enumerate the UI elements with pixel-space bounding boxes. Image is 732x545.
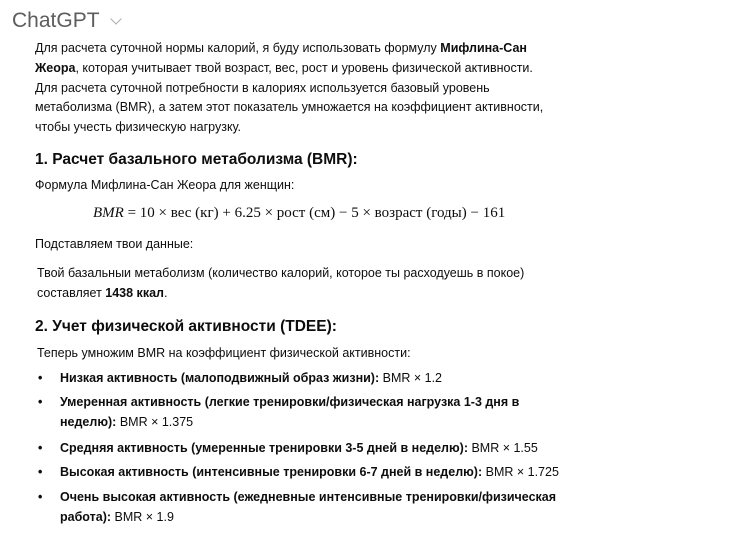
list-item: Средняя активность (умеренные тренировки 3-5 дней в неделю): BMR × 1.55 [60,441,538,455]
bullet-icon: • [38,465,43,479]
list-item: Умеренная активность (легкие тренировки/физическая нагрузка 1-3 дня в [60,395,520,409]
list-item-cont: неделю): BMR × 1.375 [60,415,194,429]
result-line-1: Твой базальныи метаболизм (количество калорий, которое ты расходуешь в покое) [37,266,525,280]
list-item-cont: работа): BMR × 1.9 [60,510,174,524]
model-title: ChatGPT [12,9,100,32]
model-selector[interactable] [12,9,120,33]
section2-intro: Теперь умножим BMR на коэффициент физической активности: [37,346,411,360]
formula-intro: Формула Мифлина-Сан Жеора для женщин: [35,178,295,192]
intro-line-2: Жеора, которая учитывает твой возраст, вес, рост и уровень физической активности. [35,61,533,75]
intro-line-5: чтобы учесть физическую нагрузку. [35,120,242,134]
list-item: Низкая активность (малоподвижный образ жизни): BMR × 1.2 [60,371,443,385]
intro-line-3: Для расчета суточной потребности в калориях используется базовый уровень [35,81,490,95]
substitute-text: Подставляем твои данные: [35,237,194,251]
bullet-icon: • [38,441,43,455]
section2-heading: 2. Учет физической активности (TDEE): [35,318,337,335]
intro-line-4: метаболизма (BMR), а затем этот показатель умножается на коэффициент активности, [35,100,544,114]
bmr-formula: BMR = 10 × вес (кг) + 6.25 × рост (см) − 5 × возраст (годы) − 161 [93,205,506,221]
bullet-icon: • [38,395,43,409]
result-line-2: составляет 1438 ккал. [37,286,168,300]
list-item: Очень высокая активность (ежедневные интенсивные тренировки/физическая [60,490,557,504]
chevron-down-icon [110,13,121,24]
list-item: Высокая активность (интенсивные тренировки 6-7 дней в неделю): BMR × 1.725 [60,465,559,479]
intro-line-1: Для расчета суточной нормы калорий, я буду использовать формулу Мифлина-Сан [35,41,527,55]
bullet-icon: • [38,490,43,504]
section1-heading: 1. Расчет базального метаболизма (BMR): [35,151,358,168]
bullet-icon: • [38,371,43,385]
